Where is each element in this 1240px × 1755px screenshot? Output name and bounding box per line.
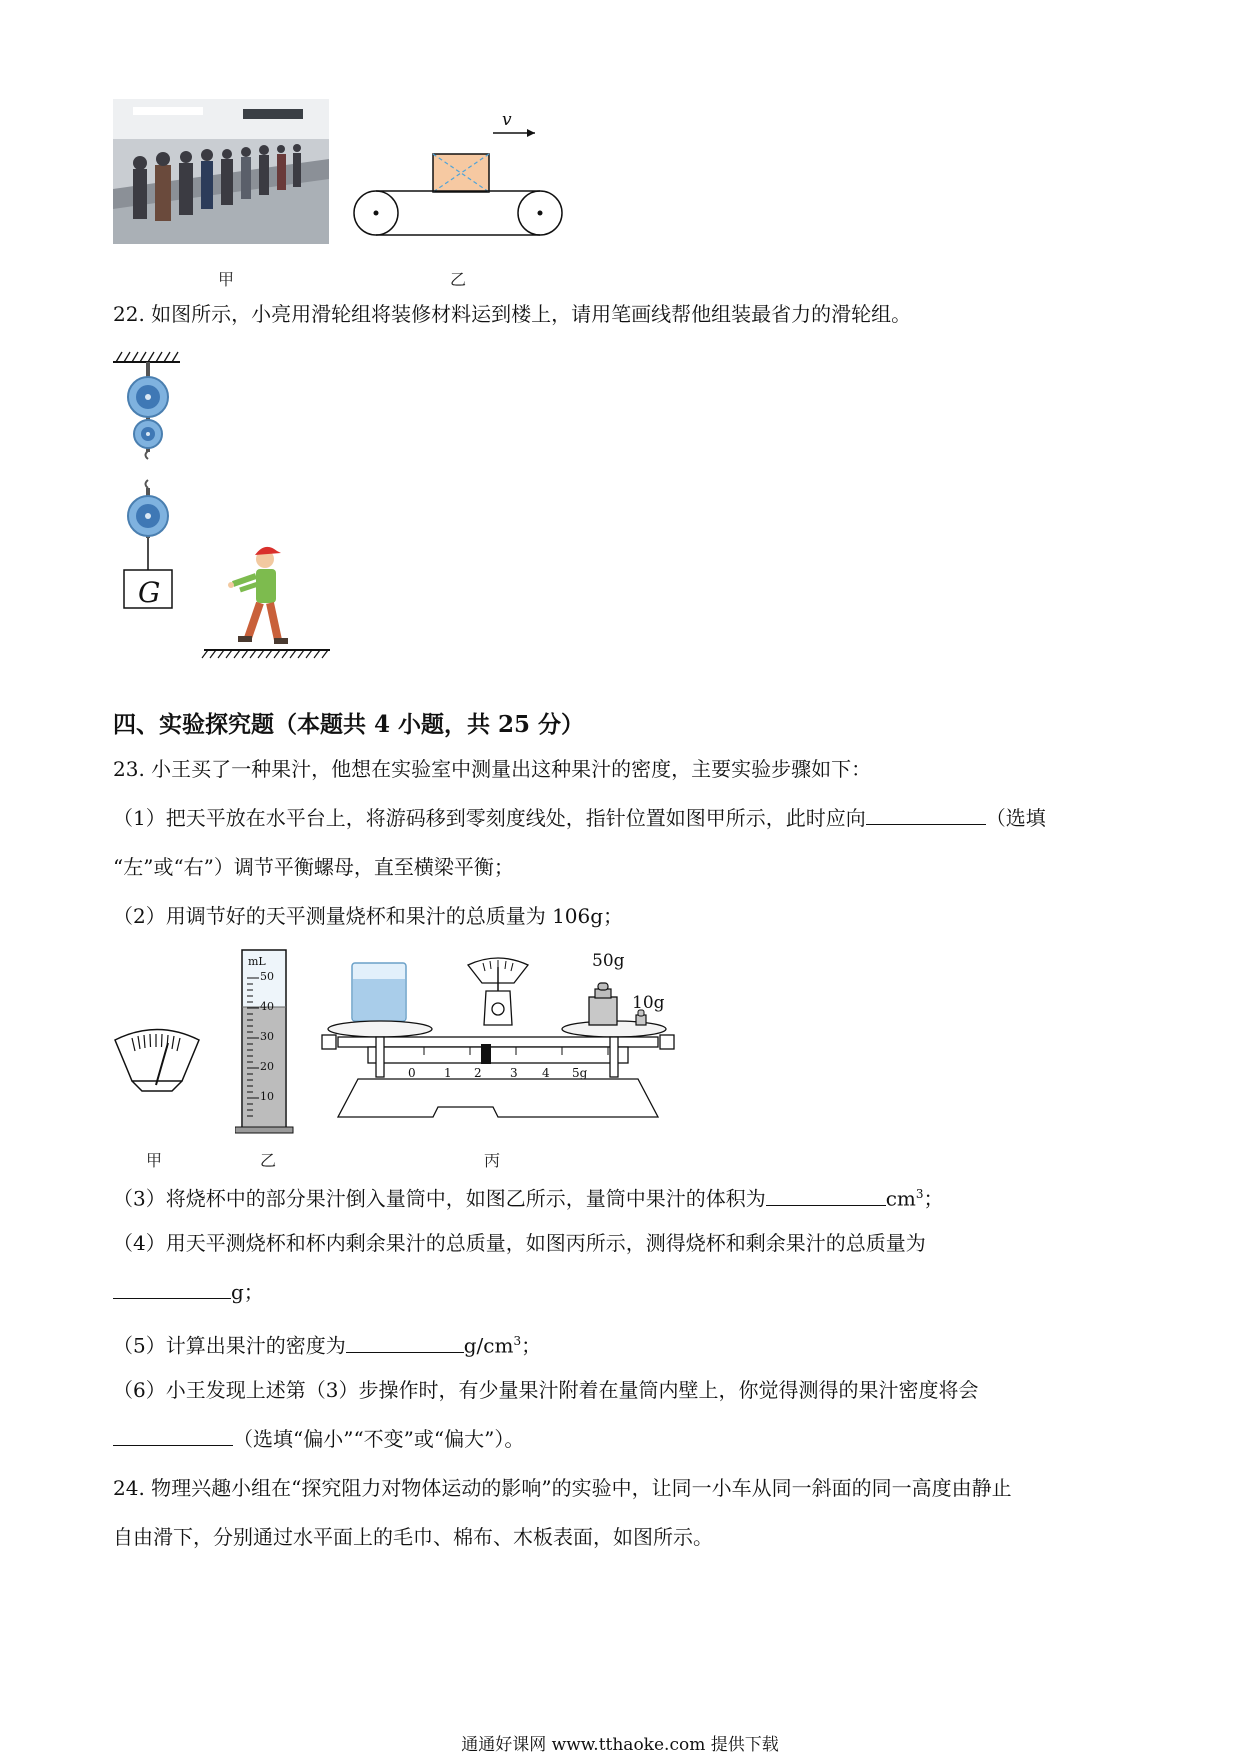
step4-unit: g； — [231, 1280, 264, 1304]
step1-hint: （选填 — [985, 806, 1046, 830]
answer-blank-4[interactable] — [346, 1334, 464, 1353]
step5-end: ； — [521, 1333, 542, 1358]
step6-hint: （选填“偏小”“不变”或“偏大”）。 — [233, 1427, 525, 1451]
beam-tick-5g: 5g — [572, 1066, 588, 1080]
cylinder-unit: mL — [248, 955, 266, 968]
step5-unit-sup: 3 — [513, 1334, 522, 1348]
cylinder-tick-30: 30 — [260, 1030, 274, 1043]
step1-text: （1）把天平放在水平台上，将游码移到零刻度线处，指针位置如图甲所示，此时应向 — [113, 806, 866, 830]
question-23-intro: 23. 小王买了一种果汁，他想在实验室中测量出这种果汁的密度，主要实验步骤如下： — [113, 757, 872, 781]
escalator-photo — [113, 99, 329, 244]
conveyor-belt-diagram — [345, 112, 570, 242]
cylinder-tick-40: 40 — [260, 1000, 274, 1013]
figure-caption-jia: 甲 — [218, 270, 235, 289]
question-23-step1 — [113, 806, 1046, 830]
step3-end: ； — [923, 1186, 944, 1211]
beam-tick-4: 4 — [542, 1066, 550, 1080]
question-23-step3 — [113, 1182, 944, 1211]
beam-tick-2: 2 — [474, 1066, 482, 1080]
question-23-step2: （2）用调节好的天平测量烧杯和果汁的总质量为 106g； — [113, 904, 624, 928]
pulley-system-diagram — [108, 348, 338, 686]
figure-caption-yi: 乙 — [450, 270, 467, 289]
beam-tick-3: 3 — [510, 1066, 518, 1080]
question-23-step6-cont — [113, 1427, 524, 1451]
answer-blank-5[interactable] — [113, 1427, 233, 1446]
question-24-line1: 24. 物理兴趣小组在“探究阻力对物体运动的影响”的实验中，让同一小车从同一斜面的同一高度由静止 — [113, 1476, 1012, 1500]
pointer-dial-figure — [112, 1025, 202, 1093]
question-23-step5 — [113, 1329, 541, 1358]
question-23-step4: （4）用天平测烧杯和杯内剩余果汁的总质量，如图丙所示，测得烧杯和剩余果汁的总质量为 — [113, 1231, 926, 1255]
weight-10g-label: 10g — [632, 993, 665, 1013]
step3-text: （3）将烧杯中的部分果汁倒入量筒中，如图乙所示，量筒中果汁的体积为 — [113, 1186, 766, 1211]
figure-caption-yi-2: 乙 — [260, 1151, 277, 1170]
weight-50g-label: 50g — [592, 951, 625, 971]
step5-unit: g/cm — [463, 1333, 514, 1358]
question-24-line2: 自由滑下，分别通过水平面上的毛巾、棉布、木板表面，如图所示。 — [113, 1525, 713, 1549]
step3-unit-sup: 3 — [915, 1187, 924, 1201]
cylinder-tick-20: 20 — [260, 1060, 274, 1073]
velocity-label: v — [502, 110, 512, 130]
beam-tick-0: 0 — [408, 1066, 416, 1080]
page-footer: 通通好课网 www.tthaoke.com 提供下载 — [461, 1735, 779, 1755]
answer-blank-2[interactable] — [766, 1187, 886, 1206]
step5-text: （5）计算出果汁的密度为 — [113, 1333, 346, 1358]
figure-caption-bing: 丙 — [484, 1151, 501, 1170]
beam-tick-1: 1 — [444, 1066, 452, 1080]
figure-caption-jia-2: 甲 — [146, 1151, 163, 1170]
step3-unit: cm — [885, 1186, 916, 1211]
question-23-step4-cont — [113, 1280, 264, 1304]
balance-scale-figure — [318, 955, 678, 1121]
question-23-step1-cont: “左”或“右”）调节平衡螺母，直至横梁平衡； — [113, 855, 514, 879]
cylinder-tick-50: 50 — [260, 970, 274, 983]
question-23-step6: （6）小王发现上述第（3）步操作时，有少量果汁附着在量筒内壁上，你觉得测得的果汁密度将会 — [113, 1378, 979, 1402]
cylinder-tick-10: 10 — [260, 1090, 274, 1103]
answer-blank-1[interactable] — [866, 806, 986, 825]
answer-blank-3[interactable] — [113, 1280, 231, 1299]
load-label-g: G — [138, 576, 161, 609]
section-heading: 四、实验探究题（本题共 4 小题，共 25 分） — [113, 711, 585, 738]
question-22: 22. 如图所示，小亮用滑轮组将装修材料运到楼上，请用笔画线帮他组装最省力的滑轮组。 — [113, 302, 912, 326]
